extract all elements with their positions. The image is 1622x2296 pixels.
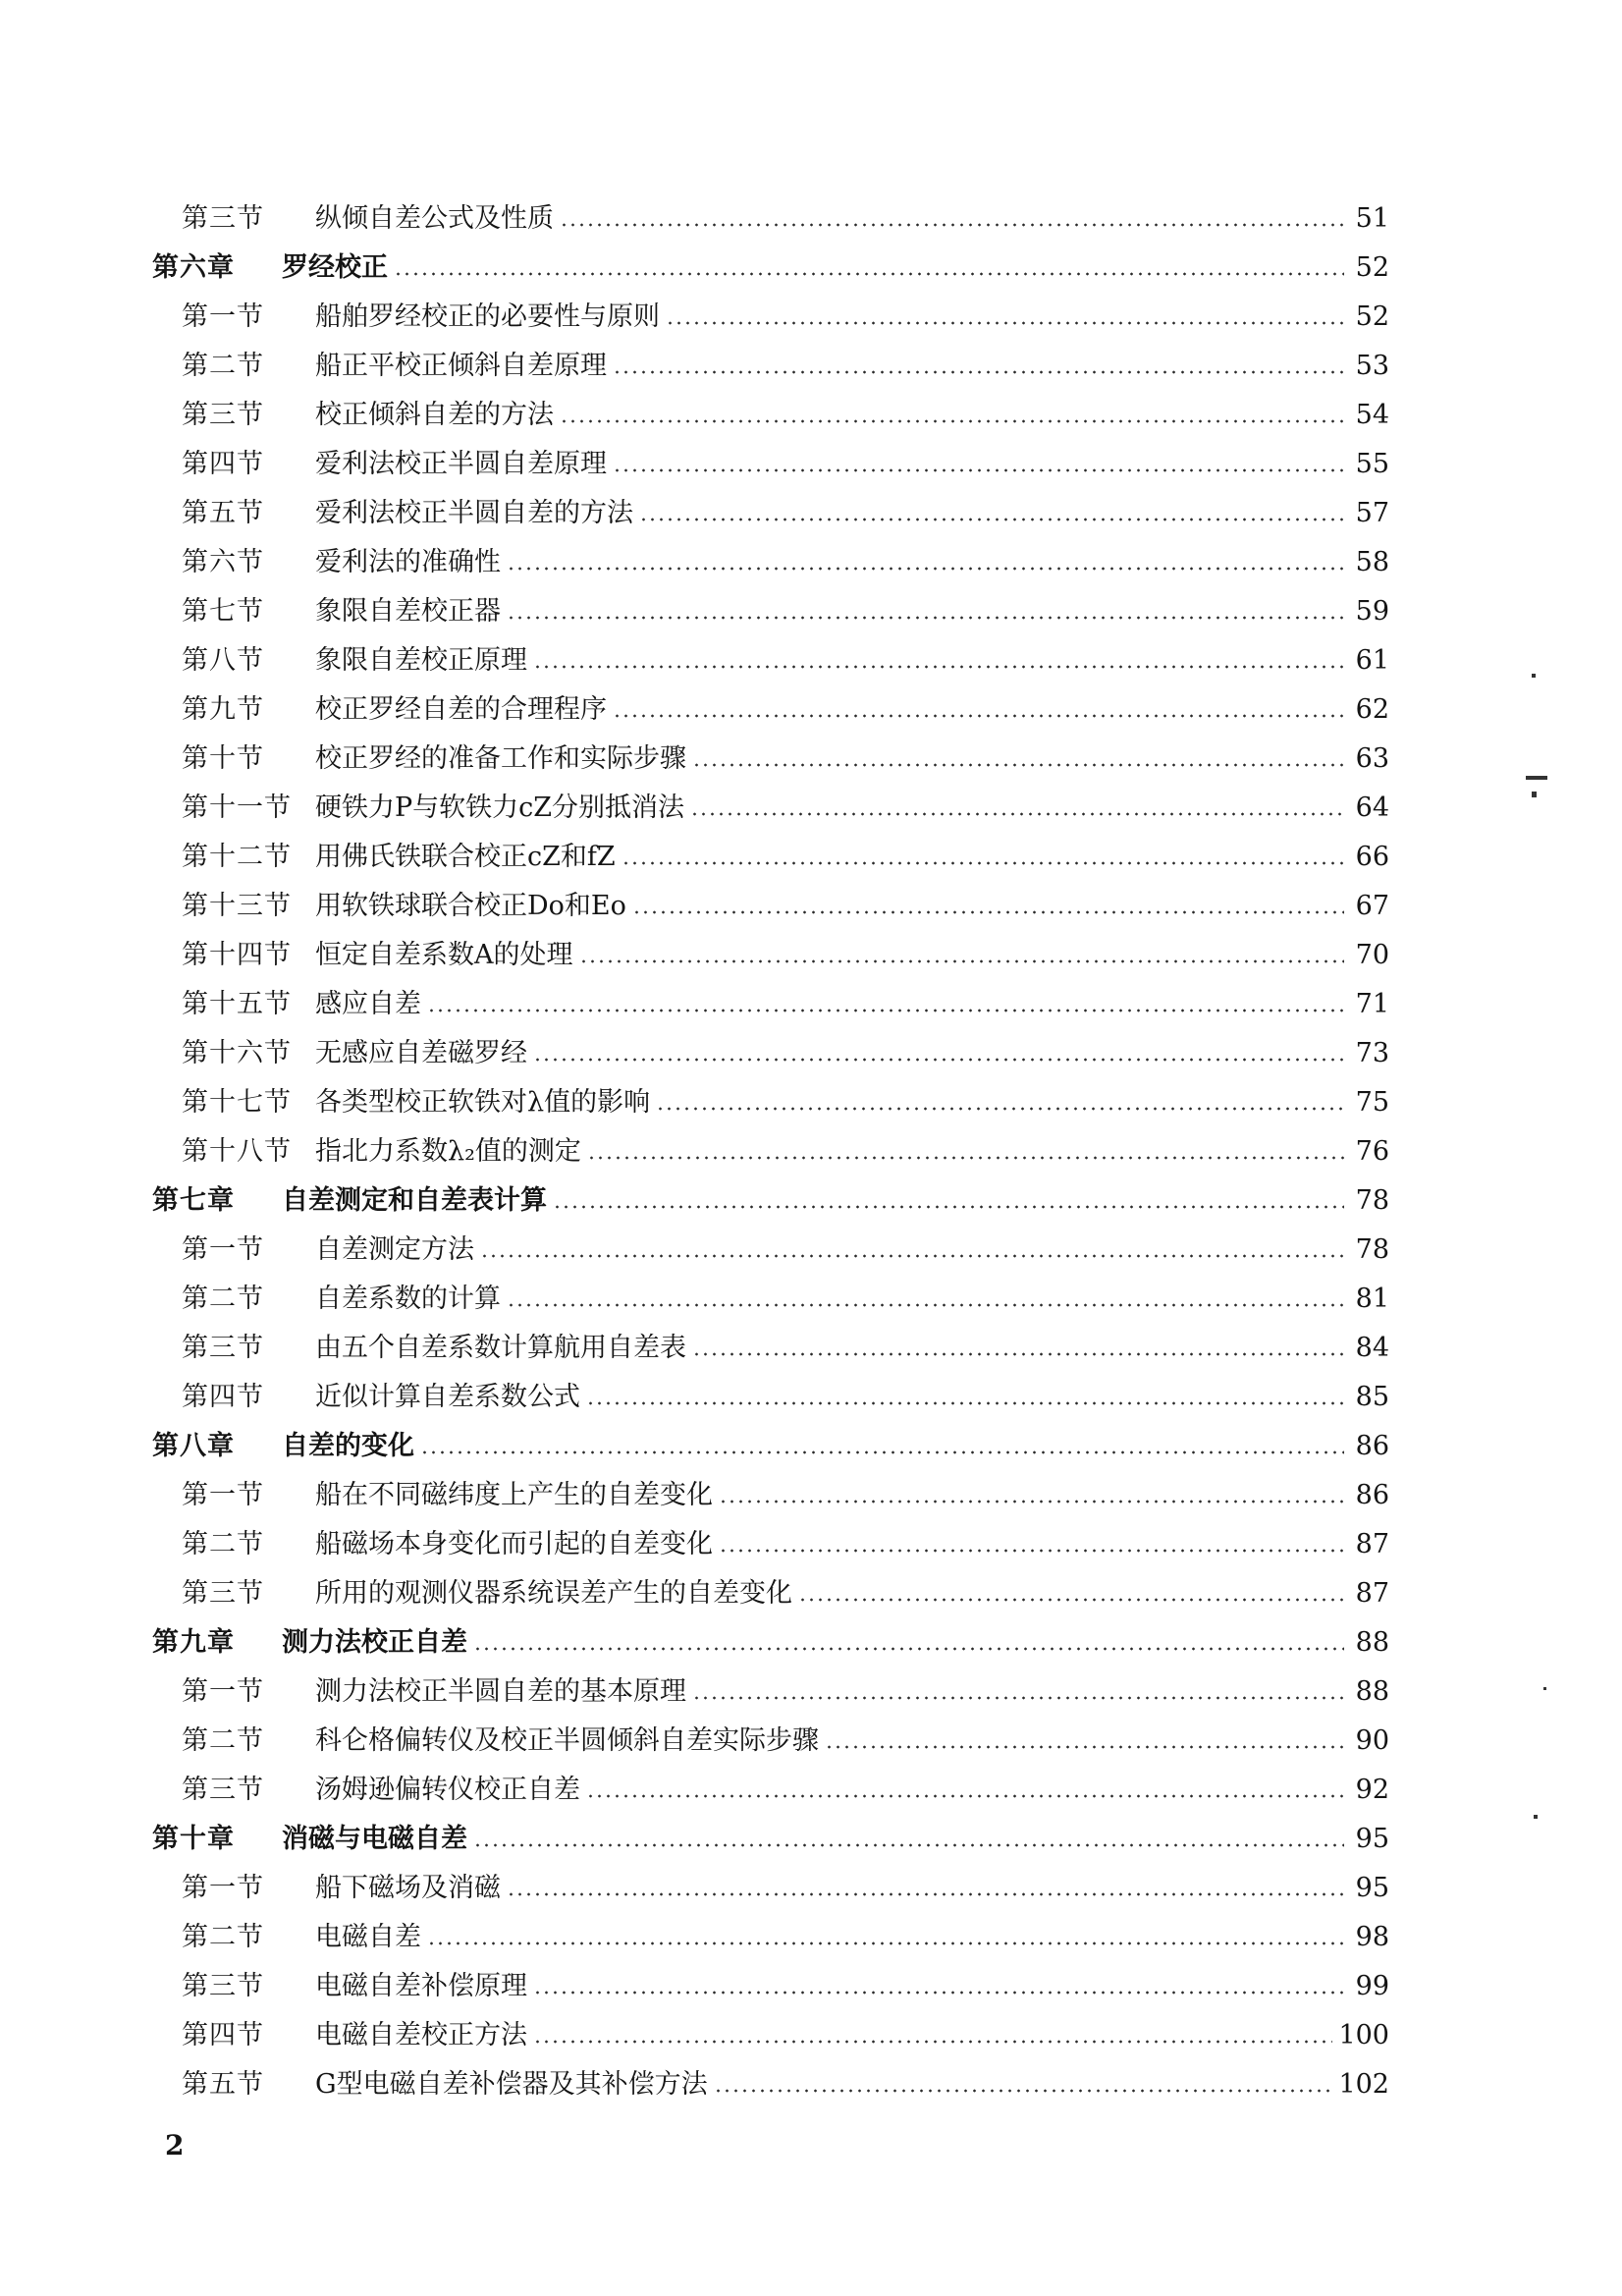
entry-page-number: 78 [1355,1234,1389,1265]
entry-title: 罗经校正 [282,252,388,283]
toc-section-entry [152,1569,1389,1618]
toc-section-entry [152,2011,1389,2060]
dot-leader [613,468,1344,472]
entry-number: 第二节 [182,351,264,381]
entry-title: 电磁自差 [315,1922,421,1952]
entry-title: 所用的观测仪器系统误差产生的自差变化 [315,1578,792,1609]
entry-title: G型电磁自差补偿器及其补偿方法 [315,2069,708,2100]
entry-number: 第三节 [182,1775,264,1805]
entry-number: 第三节 [182,1333,264,1363]
entry-title: 船在不同磁纬度上产生的自差变化 [315,1480,713,1510]
entry-number: 第二节 [182,1725,264,1756]
entry-page-number: 88 [1355,1676,1389,1707]
entry-title: 恒定自差系数A的处理 [315,940,573,970]
dot-leader [587,1156,1344,1160]
entry-page-number: 57 [1355,498,1389,528]
entry-number: 第四节 [182,449,264,479]
entry-page-number: 66 [1355,842,1389,872]
entry-title: 船正平校正倾斜自差原理 [315,351,607,381]
toc-section-entry [152,1324,1389,1373]
toc-section-entry [152,1766,1389,1815]
dot-leader [798,1598,1344,1602]
entry-title: 用佛氏铁联合校正cZ和fZ [315,842,616,872]
scan-speck [1534,1815,1538,1819]
entry-title: 自差的变化 [282,1431,414,1461]
dot-leader [533,1058,1344,1062]
entry-number: 第五节 [182,2069,264,2100]
dot-leader [622,861,1344,865]
entry-page-number: 61 [1355,645,1389,676]
dot-leader [613,714,1344,718]
entry-title: 汤姆逊偏转仪校正自差 [315,1775,580,1805]
dot-leader [533,665,1344,669]
dot-leader [692,763,1344,767]
entry-number: 第六章 [152,252,235,283]
entry-page-number: 100 [1338,2020,1389,2050]
dot-leader [690,812,1344,816]
toc-chapter-entry [152,244,1389,293]
toc-chapter-entry [152,1176,1389,1226]
entry-number: 第十八节 [182,1136,292,1167]
toc-section-entry [152,1520,1389,1569]
entry-page-number: 73 [1355,1038,1389,1068]
entry-title: 校正罗经自差的合理程序 [315,694,607,725]
entry-page-number: 71 [1355,989,1389,1019]
toc-section-entry [152,194,1389,244]
entry-page-number: 84 [1355,1333,1389,1363]
toc-section-entry [152,685,1389,735]
toc-section-entry [152,538,1389,587]
entry-number: 第三节 [182,1971,264,2001]
entry-number: 第二节 [182,1922,264,1952]
entry-number: 第一节 [182,1676,264,1707]
entry-page-number: 92 [1355,1775,1389,1805]
toc-section-entry [152,1226,1389,1275]
dot-leader [666,321,1344,325]
entry-page-number: 64 [1355,793,1389,823]
entry-number: 第九章 [152,1627,235,1658]
toc-section-entry [152,2060,1389,2109]
toc-section-entry [152,931,1389,980]
entry-number: 第五节 [182,498,264,528]
dot-leader [420,1450,1344,1454]
entry-number: 第二节 [182,1529,264,1559]
scan-speck [1532,674,1536,678]
entry-page-number: 78 [1355,1185,1389,1216]
toc-section-entry [152,1029,1389,1078]
entry-page-number: 88 [1355,1627,1389,1658]
entry-page-number: 51 [1355,203,1389,234]
entry-page-number: 76 [1355,1136,1389,1167]
entry-page-number: 67 [1355,891,1389,921]
entry-title: 用软铁球联合校正Do和Eo [315,891,626,921]
dot-leader [719,1549,1344,1553]
dot-leader [714,2089,1333,2093]
entry-page-number: 70 [1355,940,1389,970]
dot-leader [560,419,1344,423]
entry-page-number: 99 [1355,1971,1389,2001]
entry-number: 第九节 [182,694,264,725]
entry-number: 第三节 [182,203,264,234]
entry-page-number: 53 [1355,351,1389,381]
entry-page-number: 87 [1355,1529,1389,1559]
entry-number: 第一节 [182,301,264,332]
entry-number: 第七章 [152,1185,235,1216]
toc-section-entry [152,293,1389,342]
entry-number: 第十一节 [182,793,292,823]
scan-speck [1543,1687,1546,1690]
entry-page-number: 81 [1355,1284,1389,1314]
entry-title: 校正罗经的准备工作和实际步骤 [315,743,686,774]
toc-section-entry [152,1962,1389,2011]
dot-leader [579,959,1345,963]
dot-leader [507,1892,1344,1896]
toc-section-entry [152,391,1389,440]
toc-section-entry [152,784,1389,833]
entry-number: 第一节 [182,1873,264,1903]
toc-section-entry [152,1471,1389,1520]
dot-leader [507,616,1344,620]
entry-title: 硬铁力P与软铁力cZ分别抵消法 [315,793,685,823]
entry-page-number: 75 [1355,1087,1389,1118]
dot-leader [586,1401,1344,1405]
entry-page-number: 90 [1355,1725,1389,1756]
entry-number: 第三节 [182,1578,264,1609]
entry-number: 第十六节 [182,1038,292,1068]
toc-section-entry [152,1717,1389,1766]
dot-leader [613,370,1344,374]
entry-page-number: 87 [1355,1578,1389,1609]
toc-section-entry [152,440,1389,489]
dot-leader [480,1254,1344,1258]
entry-number: 第十章 [152,1824,235,1854]
toc-section-entry [152,980,1389,1029]
entry-page-number: 102 [1338,2069,1389,2100]
entry-title: 象限自差校正器 [315,596,501,627]
toc-section-entry [152,1913,1389,1962]
dot-leader [533,2040,1332,2044]
toc-section-entry [152,1275,1389,1324]
dot-leader [427,1009,1344,1012]
entry-title: 消磁与电磁自差 [282,1824,467,1854]
entry-number: 第四节 [182,2020,264,2050]
toc-section-entry [152,735,1389,784]
entry-number: 第一节 [182,1480,264,1510]
entry-page-number: 95 [1355,1873,1389,1903]
toc-section-entry [152,1127,1389,1176]
entry-title: 电磁自差补偿原理 [315,1971,527,2001]
dot-leader [507,567,1344,571]
toc-section-entry [152,342,1389,391]
entry-page-number: 85 [1355,1382,1389,1412]
entry-title: 感应自差 [315,989,421,1019]
dot-leader [553,1205,1344,1209]
toc-section-entry [152,587,1389,636]
entry-title: 由五个自差系数计算航用自差表 [315,1333,686,1363]
entry-title: 测力法校正半圆自差的基本原理 [315,1676,686,1707]
entry-number: 第十三节 [182,891,292,921]
entry-title: 近似计算自差系数公式 [315,1382,580,1412]
toc-section-entry [152,882,1389,931]
entry-title: 电磁自差校正方法 [315,2020,527,2050]
entry-title: 指北力系数λ₂值的测定 [315,1136,581,1167]
entry-title: 测力法校正自差 [282,1627,467,1658]
dot-leader [656,1107,1344,1111]
dot-leader [427,1941,1344,1945]
entry-page-number: 59 [1355,596,1389,627]
entry-page-number: 95 [1355,1824,1389,1854]
toc-section-entry [152,1373,1389,1422]
entry-title: 纵倾自差公式及性质 [315,203,554,234]
toc-chapter-entry [152,1618,1389,1667]
entry-number: 第六节 [182,547,264,577]
entry-title: 象限自差校正原理 [315,645,527,676]
toc-section-entry [152,1667,1389,1717]
entry-number: 第八节 [182,645,264,676]
entry-title: 爱利法校正半圆自差原理 [315,449,607,479]
entry-page-number: 58 [1355,547,1389,577]
toc-section-entry [152,1078,1389,1127]
entry-number: 第十四节 [182,940,292,970]
dot-leader [560,223,1344,227]
entry-title: 爱利法校正半圆自差的方法 [315,498,633,528]
dot-leader [825,1745,1344,1749]
table-of-contents [152,194,1389,2109]
entry-title: 船舶罗经校正的必要性与原则 [315,301,660,332]
dot-leader [632,910,1344,914]
dot-leader [639,518,1344,521]
dot-leader [473,1647,1344,1651]
toc-section-entry [152,1864,1389,1913]
scan-speck [1532,792,1537,797]
page-number: 2 [165,2129,185,2161]
toc-chapter-entry [152,1815,1389,1864]
dot-leader [394,272,1344,276]
dot-leader [507,1303,1344,1307]
dot-leader [473,1843,1344,1847]
entry-title: 各类型校正软铁对λ值的影响 [315,1087,651,1118]
entry-page-number: 86 [1355,1480,1389,1510]
entry-number: 第十七节 [182,1087,292,1118]
scan-speck [1526,776,1547,780]
dot-leader [586,1794,1344,1798]
entry-page-number: 98 [1355,1922,1389,1952]
entry-title: 校正倾斜自差的方法 [315,400,554,430]
entry-title: 自差测定和自差表计算 [282,1185,547,1216]
entry-page-number: 55 [1355,449,1389,479]
entry-number: 第二节 [182,1284,264,1314]
entry-title: 科仑格偏转仪及校正半圆倾斜自差实际步骤 [315,1725,819,1756]
dot-leader [719,1500,1344,1503]
entry-page-number: 54 [1355,400,1389,430]
entry-title: 船下磁场及消磁 [315,1873,501,1903]
entry-number: 第四节 [182,1382,264,1412]
entry-page-number: 62 [1355,694,1389,725]
entry-number: 第八章 [152,1431,235,1461]
entry-page-number: 52 [1355,252,1389,283]
entry-title: 自差测定方法 [315,1234,474,1265]
entry-title: 爱利法的准确性 [315,547,501,577]
entry-title: 无感应自差磁罗经 [315,1038,527,1068]
toc-chapter-entry [152,1422,1389,1471]
entry-number: 第十节 [182,743,264,774]
entry-number: 第十二节 [182,842,292,872]
toc-section-entry [152,636,1389,685]
entry-page-number: 52 [1355,301,1389,332]
toc-section-entry [152,489,1389,538]
dot-leader [533,1991,1344,1995]
toc-section-entry [152,833,1389,882]
entry-title: 自差系数的计算 [315,1284,501,1314]
entry-page-number: 63 [1355,743,1389,774]
entry-number: 第一节 [182,1234,264,1265]
dot-leader [692,1696,1344,1700]
entry-number: 第十五节 [182,989,292,1019]
entry-number: 第七节 [182,596,264,627]
entry-page-number: 86 [1355,1431,1389,1461]
entry-number: 第三节 [182,400,264,430]
entry-title: 船磁场本身变化而引起的自差变化 [315,1529,713,1559]
dot-leader [692,1352,1344,1356]
